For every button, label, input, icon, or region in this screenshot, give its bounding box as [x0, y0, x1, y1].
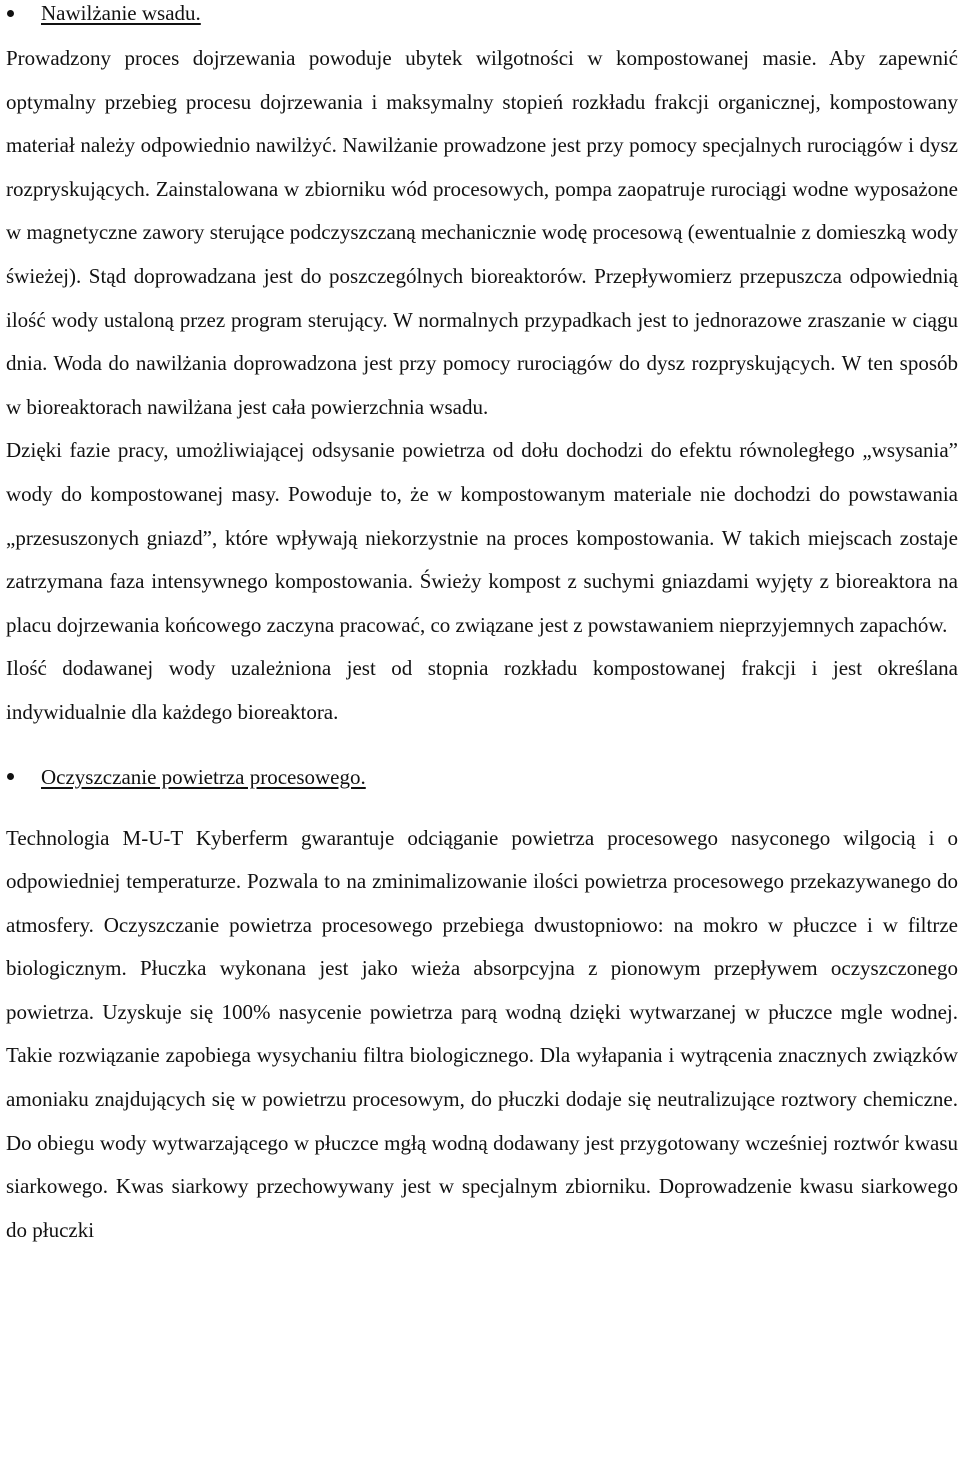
paragraph: Ilość dodawanej wody uzależniona jest od stopnia rozkładu kompostowanej frakcji i jest określana indywidualnie dla każdego bioreaktora. — [6, 656, 958, 724]
section-heading-text: Oczyszczanie powietrza procesowego. — [41, 764, 366, 789]
bullet-icon — [6, 759, 14, 795]
section-heading-text: Nawilżanie wsadu. — [41, 1, 201, 25]
section-heading-moistening — [6, 0, 958, 31]
paragraph: Prowadzony proces dojrzewania powoduje ubytek wilgotności w kompostowanej masie. Aby zapewnić optymalny przebieg procesu dojrzewania i maksymalny stopień rozkładu frakcji organicznej, kompostowany materiał należy odpowiednio nawilżyć. Nawilżanie prowadzone jest przy pomocy specjalnych rurociągów i dysz rozpryskujących. Zainstalowana w zbiorniku wód procesowych, pompa zaopatruje rurociągi wodne wyposażone w magnetyczne zawory sterujące podczyszczaną mechanicznie wodę procesową (ewentualnie z domieszką wody świeżej). Stąd doprowadzana jest do poszczególnych bioreaktorów. Przepływomierz przepuszcza odpowiednią ilość wody ustaloną przez program sterujący. W normalnych przypadkach jest to jednorazowe zraszanie w ciągu dnia. Woda do nawilżania doprowadzona jest przy pomocy rurociągów do dysz rozpryskujących. W ten sposób w bioreaktorach nawilżana jest cała powierzchnia wsadu. — [6, 46, 958, 419]
document-page — [6, 0, 958, 1252]
paragraph: Dzięki fazie pracy, umożliwiającej odsysanie powietrza od dołu dochodzi do efektu równoległego „wsysania” wody do kompostowanej masy. Powoduje to, że w kompostowanym materiale nie dochodzi do powstawania „przesuszonych gniazd”, które wpływają niekorzystnie na proces kompostowania. W takich miejscach zostaje zatrzymana faza intensywnego kompostowania. Świeży kompost z suchymi gniazdami wyjęty z bioreaktora na placu dojrzewania końcowego zaczyna pracować, co związane jest z powstawaniem nieprzyjemnych zapachów. — [6, 438, 958, 637]
paragraph: Technologia M-U-T Kyberferm gwarantuje odciąganie powietrza procesowego nasyconego wilgocią i o odpowiedniej temperaturze. Pozwala to na zminimalizowanie ilości powietrza procesowego przekazywanego do atmosfery. Oczyszczanie powietrza procesowego przebiega dwustopniowo: na mokro w płuczce i w filtrze biologicznym. Płuczka wykonana jest jako wieża absorpcyjna z pionowym przepływem oczyszczonego powietrza. Uzyskuje się 100% nasycenie powietrza parą wodną dzięki wytwarzanej w płuczce mgle wodnej. Takie rozwiązanie zapobiega wysychaniu filtra biologicznego. Dla wyłapania i wytrącenia znacznych związków amoniaku znajdujących się w powietrzu procesowym, do płuczki dodaje się neutralizujące roztwory chemiczne. Do obiegu wody wytwarzającego w płuczce mgłą wodną dodawany jest przygotowany wcześniej roztwór kwasu siarkowego. Kwas siarkowy przechowywany jest w specjalnym zbiorniku. Doprowadzenie kwasu siarkowego do płuczki — [6, 825, 958, 1242]
section-heading-air-cleaning — [6, 759, 958, 795]
bullet-icon — [6, 0, 14, 31]
